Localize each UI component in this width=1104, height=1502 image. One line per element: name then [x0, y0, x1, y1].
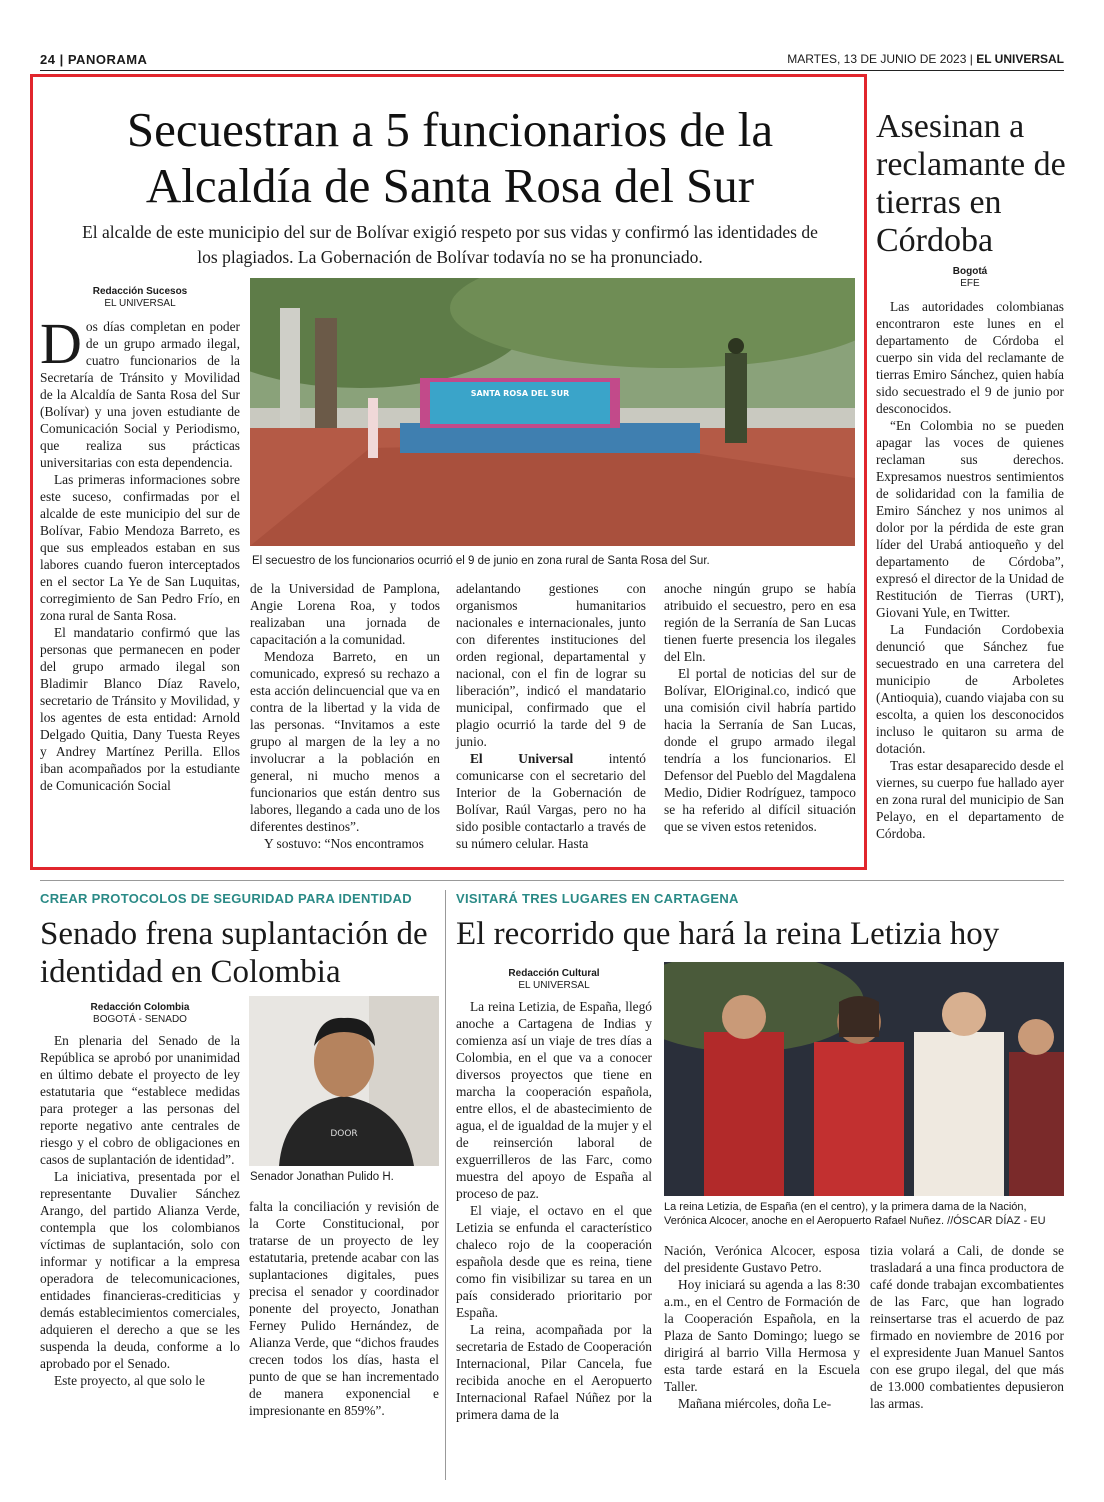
byline-author: Redacción Cultural	[508, 968, 600, 979]
senado-byline	[40, 1002, 240, 1026]
paragraph: adelantando gestiones con organismos humanitarios nacionales e internacionales, junto con diferentes instituciones del orden regional, departamental y nacional, con el fin de lograr su liberación”, indicó el mandatario municipal, confirmado que el plagio ocurrió la tarde del 9 de junio.	[456, 581, 646, 749]
reina-headline: El recorrido que hará la reina Letizia hoy	[456, 916, 1000, 952]
byline-author: Redacción Colombia	[90, 1002, 190, 1013]
drop-cap: D	[40, 311, 82, 376]
paragraph: Las autoridades colombianas encontraron este lunes en el departamento de Córdoba el cuerpo sin vida del reclamante de tierras Emiro Sánchez, quien había sido secuestrado el 9 de junio por desconocidos.	[876, 299, 1064, 416]
page-folio: 24 | PANORAMA	[40, 52, 148, 67]
plaza-photo	[250, 278, 855, 546]
byline-author: Redacción Sucesos	[92, 286, 188, 297]
main-col-1	[40, 311, 240, 794]
paragraph: os días completan en poder de un grupo armado ilegal, cuatro funcionarios de la Secretaría de Tránsito y Movilidad de la Alcaldía de Santa Rosa del Sur (Bolívar) y una joven estudiante de Comunicación Social y Periodismo, que realiza sus prácticas universitarias con esta dependencia.	[40, 319, 240, 470]
reina-kicker: VISITARÁ TRES LUGARES EN CARTAGENA	[456, 891, 739, 906]
reina-col-1	[456, 998, 652, 1423]
newspaper-name: EL UNIVERSAL	[976, 52, 1064, 66]
paragraph: Este proyecto, al que solo le	[54, 1373, 205, 1388]
reina-byline	[456, 968, 652, 992]
plaza-photo-image	[250, 278, 855, 546]
side-body	[876, 298, 1064, 842]
paragraph: Mañana miércoles, doña Le-	[678, 1396, 832, 1411]
paragraph: El viaje, el octavo en el que Letizia se enfunda el característico chaleco rojo de la cooperación española desde que es reina, tiene como fin visibilizar su tarea en un país considerado prioritario por España.	[456, 1203, 652, 1320]
header-rule	[40, 70, 1064, 71]
paper-name-bold: El Universal	[470, 751, 574, 766]
paragraph: La Fundación Cordobexia denunció que Sánchez fue secuestrado en una carretera del municipio de Arboletes (Antioquia), cuando viajaba con su escolta, a quien los desconocidos incluso le quitaron su arma de dotación.	[876, 622, 1064, 756]
reina-photo-image	[664, 962, 1064, 1196]
reina-photo	[664, 962, 1064, 1196]
byline-place: Bogotá	[952, 266, 988, 277]
paragraph-text: intentó comunicarse con el secretario del Interior de la Gobernación de Bolívar, Raúl Vargas, pero no ha sido posible contactarlo a través de su número celular. Hasta	[456, 751, 646, 851]
byline-outlet: EL UNIVERSAL	[104, 298, 176, 309]
paragraph: Mendoza Barreto, en un comunicado, expresó su rechazo a esta acción delincuencial que va en contra de la libertad y la vida de las personas. “Invitamos a este grupo al margen de la ley a no involucrar a la población en general, ni mucho menos a funcionarios que están dentro sus labores, llegando a cada uno de los diferentes destinos”.	[250, 649, 440, 834]
plaza-photo-caption: El secuestro de los funcionarios ocurrió el 9 de junio en zona rural de Santa Rosa del Sur.	[252, 555, 710, 567]
section-divider	[40, 880, 1064, 881]
column-divider	[445, 890, 446, 1480]
reina-col-3	[870, 1242, 1064, 1412]
side-byline	[876, 266, 1064, 290]
senator-photo-caption: Senador Jonathan Pulido H.	[250, 1171, 394, 1183]
byline-outlet: EL UNIVERSAL	[518, 980, 590, 991]
byline-place: BOGOTÁ - SENADO	[93, 1014, 187, 1025]
paragraph: La reina, acompañada por la secretaria de Estado de Cooperación Internacional, Pilar Cancela, fue recibida anoche en el Aeropuerto Internacional Rafael Núñez por la primera dama de la	[456, 1322, 652, 1422]
paragraph: Nación, Verónica Alcocer, esposa del presidente Gustavo Petro.	[664, 1243, 860, 1275]
main-col-4	[664, 580, 856, 835]
section-name: PANORAMA	[67, 52, 148, 67]
reina-col-2	[664, 1242, 860, 1412]
paragraph: tizia volará a Cali, de donde se trasladará a una finca productora de café donde trabajan excombatientes de las Farc, que han logrado reinsertarse tras el acuerdo de paz firmado en noviembre de 2016 por el expresidente Juan Manuel Santos con ese grupo ilegal, del que más de 13.000 combatientes depusieron las armas.	[870, 1243, 1064, 1411]
page-date-line: MARTES, 13 DE JUNIO DE 2023 | EL UNIVERSAL	[787, 52, 1064, 66]
page-number: 24	[40, 52, 56, 67]
issue-date: MARTES, 13 DE JUNIO DE 2023	[787, 52, 967, 66]
senado-headline: Senado frena suplantación de identidad en Colombia	[40, 916, 428, 990]
paragraph: de la Universidad de Pamplona, Angie Lorena Roa, y todos realizaban una jornada de capacitación a la comunidad.	[250, 581, 440, 647]
paragraph: La reina Letizia, de España, llegó anoche a Cartagena de Indias y comienza así un viaje de tres días a Colombia, en el que va a conocer diversos proyectos que tiene en marcha la cooperación española, entre ellos, el de abastecimiento de agua, el de igualdad de la mujer y el de reinserción laboral de exguerrilleros de las Farc, como muestra del apoyo de España al proceso de paz.	[456, 999, 652, 1201]
byline-agency: EFE	[960, 278, 980, 289]
paragraph: Y sostuvo: “Nos encontramos	[264, 836, 424, 851]
senator-photo	[249, 996, 439, 1166]
senado-col-2	[249, 1198, 439, 1419]
paragraph: “En Colombia no se pueden apagar las voces de quienes reclaman sus derechos. Expresamos nuestros sentimientos de solidaridad con la familia de Emiro Sánchez y nos unimos al dolor por la pérdida de este gran líder del Urabá antioqueño y del departamento de Córdoba”, expresó el director de la Unidad de Restitución de Tierras (URT), Giovani Yule, en Twitter.	[876, 418, 1064, 620]
side-headline: Asesinan a reclamante de tierras en Córdoba	[876, 108, 1066, 259]
paragraph: El mandatario confirmó que las personas que permanecen en poder del grupo armado ilegal son Bladimir Blanco Díaz Ravelo, secretario de Tránsito y Movilidad, y los agentes de esta entidad: Arnold Delgado Quitia, Dany Tuesta Reyes y Andrey Martínez Perilla. Ellos iban acompañados por la estudiante de Comunicación Social	[40, 625, 240, 793]
senator-photo-image	[249, 996, 439, 1166]
paragraph: Las primeras informaciones sobre este suceso, confirmadas por el alcalde de este municipio del sur de Bolívar, Fabio Mendoza Barreto, es que sus empleados estaban en sus labores cuando fueron interceptados en el sector La Ye de San Luquitas, corregimiento de San Pedro Frío, en zona rural de Santa Rosa.	[40, 472, 240, 623]
main-deck: El alcalde de este municipio del sur de Bolívar exigió respeto por sus vidas y confirmó las identidades de los plagiados. La Gobernación de Bolívar todavía no se ha pronunciado.	[82, 222, 818, 267]
paragraph: falta la conciliación y revisión de la Corte Constitucional, por tratarse de un proyecto de ley estatutaria, pretende acabar con las suplantaciones digitales, pues precisa el senador y coordinador ponente del proyecto, Jonathan Ferney Pulido Hernández, de Alianza Verde, que “dichos fraudes crecen todos los días, hasta el punto de que se han incrementado de manera exponencial e impresionante en 859%”.	[249, 1199, 439, 1418]
paragraph: anoche ningún grupo se había atribuido el secuestro, pero en esa región de la Serranía de San Lucas tienen fuerte presencia los ilegales del Eln.	[664, 581, 856, 664]
plaza-sign-text: SANTA ROSA DEL SUR	[470, 389, 570, 398]
main-byline	[40, 286, 240, 310]
senado-col-1	[40, 1032, 240, 1389]
main-col-3	[456, 580, 646, 852]
paragraph: La iniciativa, presentada por el representante Duvalier Sánchez Arango, del partido Alianza Verde, contempla que los colombianos víctimas de suplantación, solo con informar y notificar a la empresa operadora de telecomunicaciones, entidades financieras-crediticias y demás establecimientos comerciales, adquieren el derecho a que se les suspenda la deuda, conforme a lo aprobado por el Senado.	[40, 1169, 240, 1371]
reina-photo-caption: La reina Letizia, de España (en el centro), y la primera dama de la Nación, Verónica Alcocer, anoche en el Aeropuerto Rafael Nuñez. //ÓSCAR DÍAZ - EU	[664, 1201, 1046, 1227]
shirt-text: DOOR	[330, 1129, 358, 1139]
paragraph: En plenaria del Senado de la República se aprobó por unanimidad en último debate el proyecto de ley estatutaria que “establece medidas para proteger a las personas del reporte negativo ante centrales de riesgo y el cobro de obligaciones en casos de suplantación de identidad”.	[40, 1033, 240, 1167]
paragraph: Hoy iniciará su agenda a las 8:30 a.m., en el Centro de Formación de la Cooperación Española, en la Plaza de Santo Domingo; luego se dirigirá al barrio Villa Hermosa y esta tarde estará en la Escuela Taller.	[664, 1277, 860, 1394]
senado-kicker: CREAR PROTOCOLOS DE SEGURIDAD PARA IDENTIDAD	[40, 891, 412, 906]
main-col-2	[250, 580, 440, 852]
paragraph: El portal de noticias del sur de Bolívar, ElOriginal.co, indicó que una comisión civil habría partido hacia la Serranía de San Lucas, donde el grupo armado ilegal tendría a los funcionarios. El Defensor del Pueblo del Magdalena Medio, Didier Rodríguez, tampoco se ha referido al difícil situación que se viven estos retenidos.	[664, 666, 856, 834]
main-headline: Secuestran a 5 funcionarios de la Alcaldía de Santa Rosa del Sur	[126, 102, 774, 213]
paragraph: Tras estar desaparecido desde el viernes, su cuerpo fue hallado ayer en zona rural del municipio de San Pelayo, en el departamento de Córdoba.	[876, 758, 1064, 841]
